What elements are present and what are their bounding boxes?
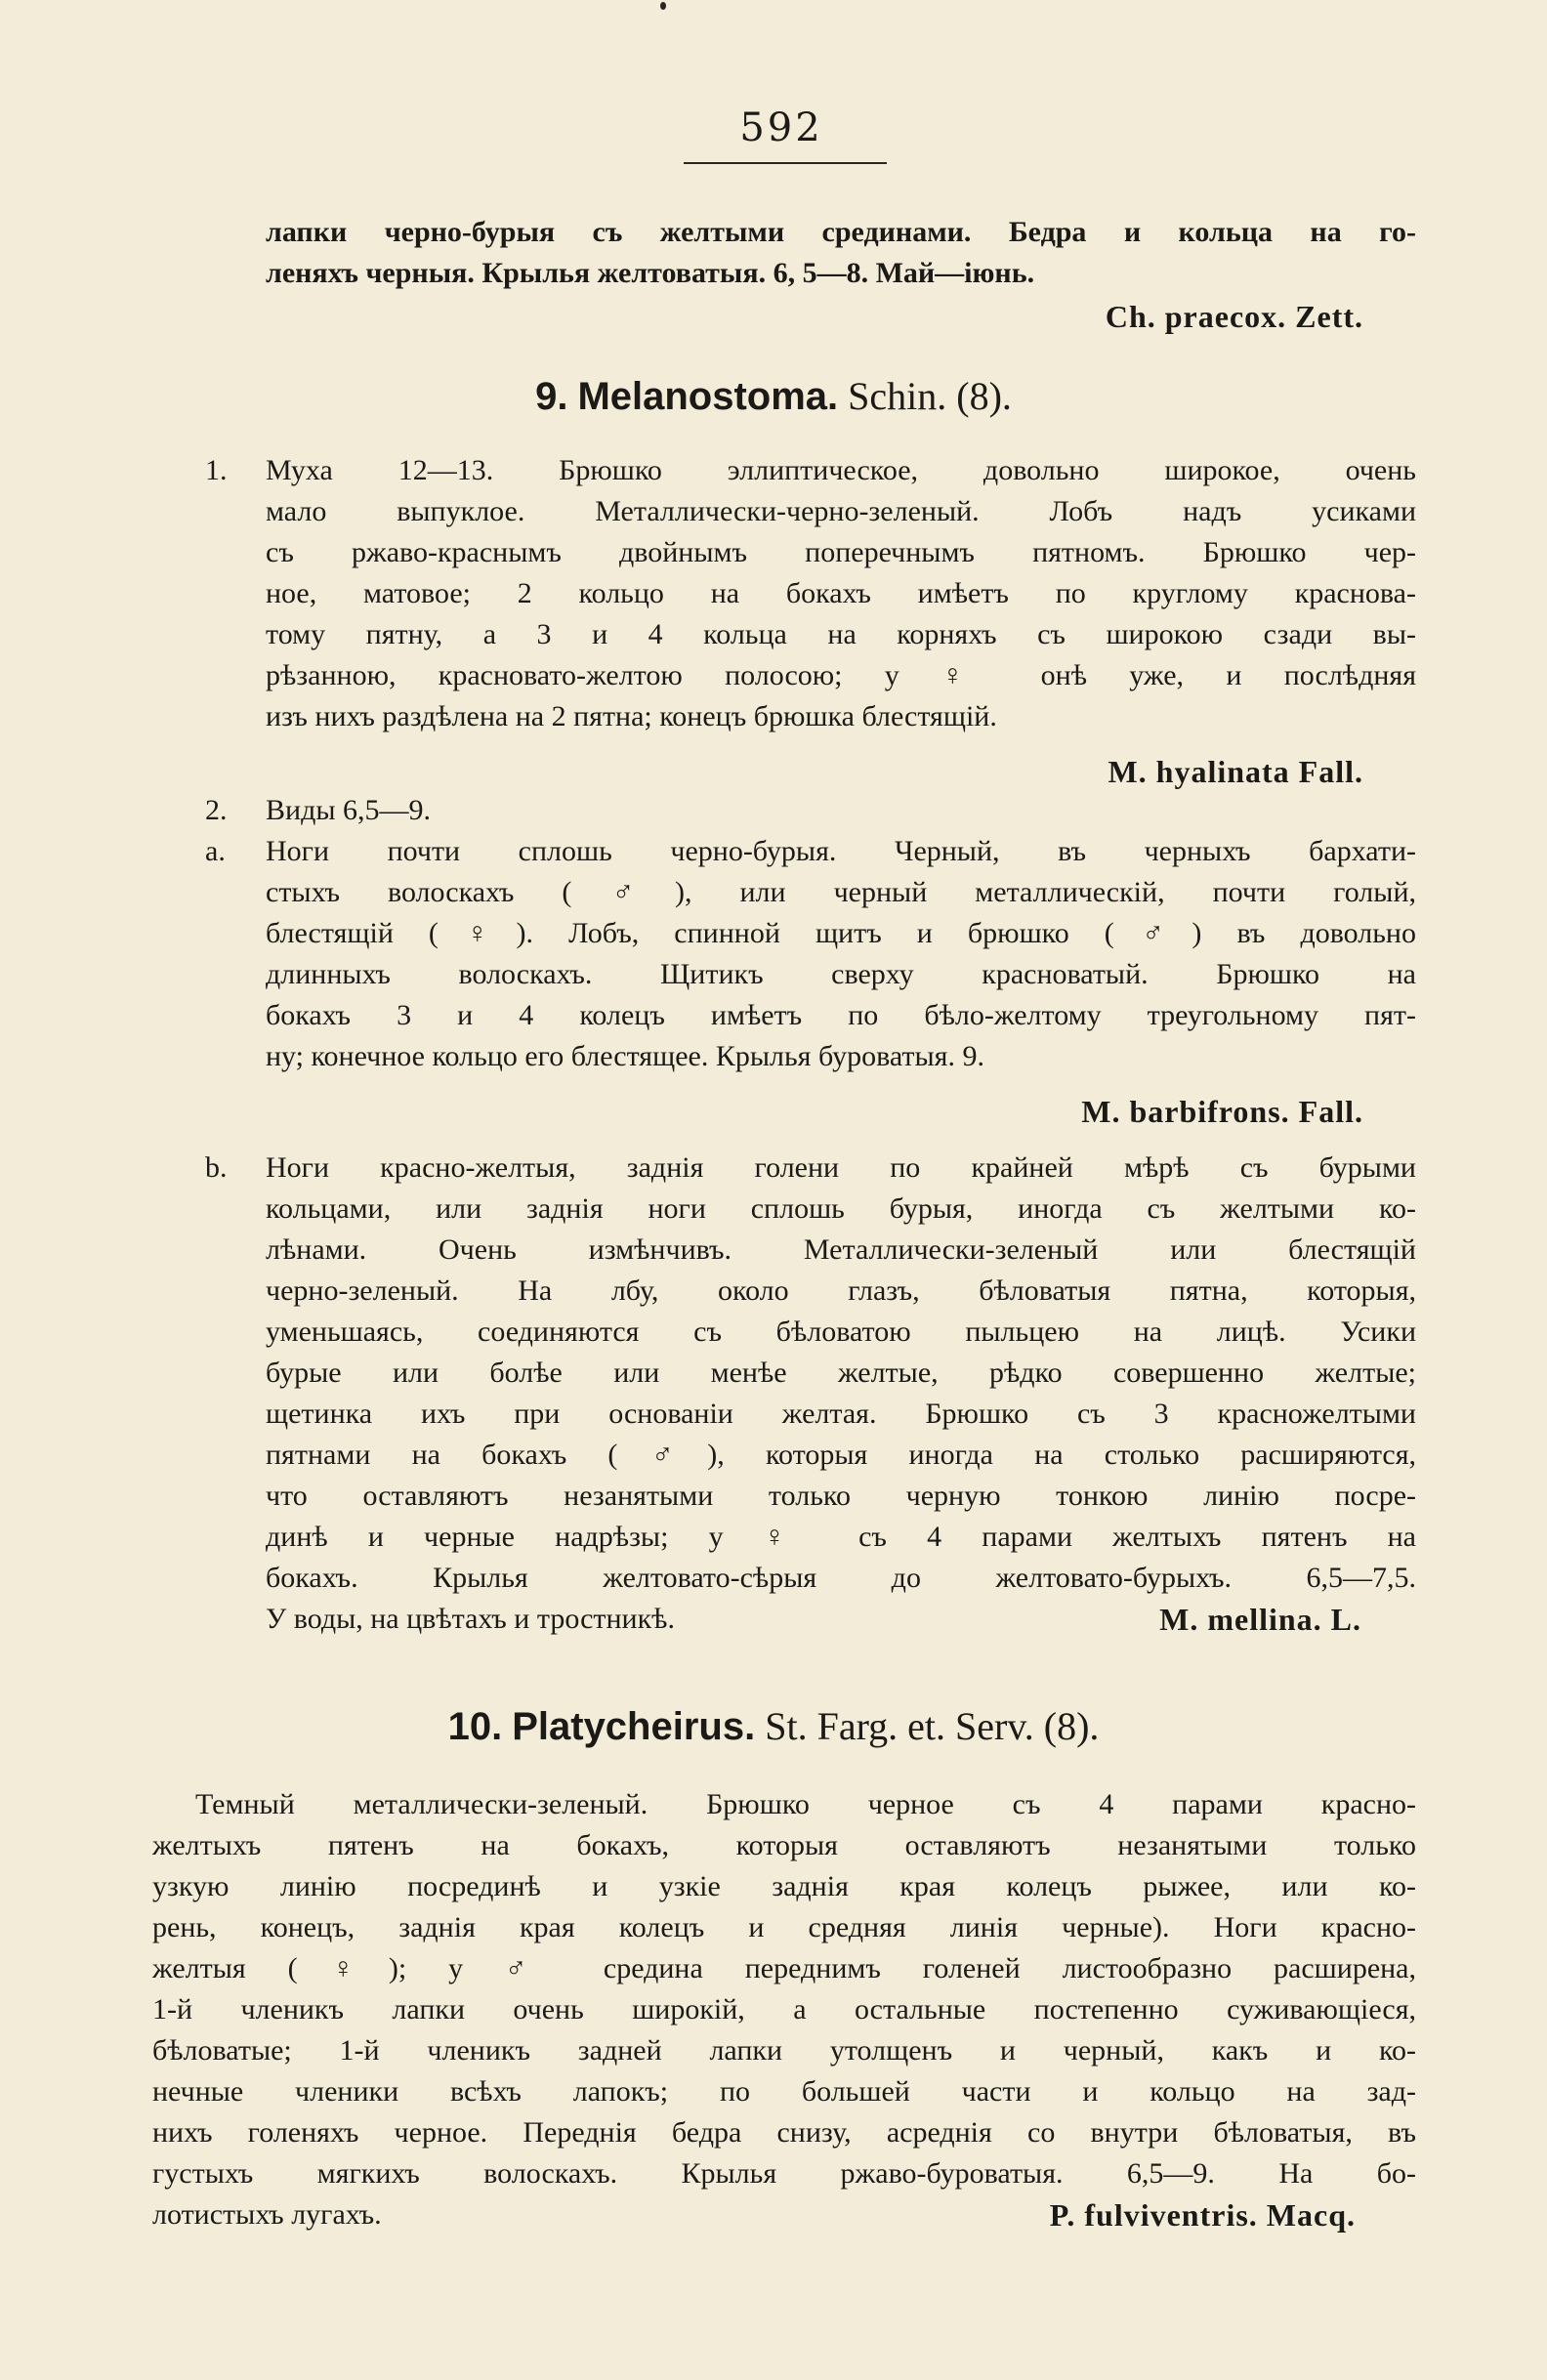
genus-heading — [0, 371, 1547, 422]
entry-line: щетинка ихъ при основаніи желтая. Брюшко съ 3 красножелтыми — [266, 1398, 1416, 1430]
entry-line: блестящій (♀). Лобъ, спинной щитъ и брюшко (♂) въ довольно — [266, 917, 1416, 949]
entry-line: желтыхъ пятенъ на бокахъ, которыя оставляютъ незанятыми только — [152, 1829, 1416, 1861]
species-name: M. hyalinata Fall. — [1108, 754, 1363, 789]
entry-line: тому пятну, а 3 и 4 кольца на корняхъ съ широкою сзади вы- — [266, 618, 1416, 650]
genus-number: 10. — [447, 1705, 503, 1748]
page-number: 592 — [739, 105, 823, 150]
entry-line: рѣзанною, красновато-желтою полосою; у ♀ онѣ уже, и послѣдняя — [266, 659, 1416, 691]
entry-line: съ ржаво-краснымъ двойнымъ поперечнымъ пятномъ. Брюшко чер- — [266, 536, 1416, 568]
entry-label: b. — [205, 1151, 228, 1184]
genus-number: 9. — [535, 375, 568, 418]
entry-line: бурые или болѣе или менѣе желтые, рѣдко совершенно желтые; — [266, 1357, 1416, 1389]
species-name: P. fulviventris. Macq. — [1049, 2197, 1356, 2233]
entry-line: бокахъ 3 и 4 колецъ имѣетъ по бѣло-желтому треугольному пят- — [266, 999, 1416, 1031]
genus-author: Schin. (8). — [848, 374, 1012, 418]
species-name: Ch. praecox. Zett. — [1105, 299, 1363, 334]
entry-line: изъ нихъ раздѣлена на 2 пятна; конецъ брюшка блестящій. — [266, 700, 997, 732]
intro-line: леняхъ черныя. Крылья желтоватыя. 6, 5—8. Май—іюнь. — [266, 257, 1035, 289]
ink-speck — [660, 2, 666, 10]
entry-line: лѣнами. Очень измѣнчивъ. Металлически-зеленый или блестящій — [266, 1233, 1416, 1266]
entry-line: стыхъ волоскахъ (♂), или черный металлическій, почти голый, — [266, 876, 1416, 908]
entry-line: нихъ голеняхъ черное. Переднія бедра снизу, асреднія со внутри бѣловатыя, въ — [152, 2116, 1416, 2149]
entry-line: длинныхъ волоскахъ. Щитикъ сверху красноватый. Брюшко на — [266, 958, 1416, 990]
entry-line: уменьшаясь, соединяются съ бѣловатою пыльцею на лицѣ. Усики — [266, 1315, 1416, 1348]
entry-line: мало выпуклое. Металлически-черно-зеленый. Лобъ надъ усиками — [266, 495, 1416, 527]
entry-line: ное, матовое; 2 кольцо на бокахъ имѣетъ по круглому краснова- — [266, 577, 1416, 609]
entry-line: лотистыхъ лугахъ. — [152, 2198, 382, 2231]
entry-line: бѣловатые; 1-й членикъ задней лапки утолщенъ и черный, какъ и ко- — [152, 2034, 1416, 2067]
entry-line: нечные членики всѣхъ лапокъ; по большей части и кольцо на зад- — [152, 2075, 1416, 2108]
entry-line: густыхъ мягкихъ волоскахъ. Крылья ржаво-буроватыя. 6,5—9. На бо- — [152, 2157, 1416, 2190]
entry-line: бокахъ. Крылья желтовато-сѣрыя до желтовато-бурыхъ. 6,5—7,5. — [266, 1562, 1416, 1594]
entry-line: Ноги красно-желтыя, заднія голени по крайней мѣрѣ съ бурыми — [266, 1151, 1416, 1184]
entry-label: a. — [205, 835, 226, 867]
entry-line: ну; конечное кольцо его блестящее. Крылья буроватыя. 9. — [266, 1040, 984, 1072]
genus-author: St. Farg. et. Serv. (8). — [765, 1704, 1100, 1748]
genus-name: Platycheirus. — [512, 1705, 756, 1748]
page-number-rule — [684, 162, 887, 164]
entry-line: узкую линію посрединѣ и узкіе заднія края колецъ рыжее, или ко- — [152, 1870, 1416, 1902]
entry-line: рень, конецъ, заднія края колецъ и средняя линія черные). Ноги красно- — [152, 1911, 1416, 1943]
entry-line: пятнами на бокахъ (♂), которыя иногда на столько расширяются, — [266, 1439, 1416, 1471]
entry-line: Ноги почти сплошь черно-бурыя. Черный, въ черныхъ бархати- — [266, 835, 1416, 867]
genus-heading — [0, 1701, 1547, 1752]
entry-line: У воды, на цвѣтахъ и тростникѣ. — [266, 1603, 675, 1635]
entry-label: 2. — [205, 794, 228, 826]
species-name: M. mellina. L. — [1159, 1602, 1361, 1637]
entry-line: 1-й членикъ лапки очень широкій, а остальные постепенно суживающіеся, — [152, 1993, 1416, 2025]
entry-line: Муха 12—13. Брюшко эллиптическое, довольно широкое, очень — [266, 454, 1416, 486]
genus-name: Melanostoma. — [577, 375, 839, 418]
entry-line: желтыя (♀); у ♂ средина переднимъ голеней листообразно расширена, — [152, 1952, 1416, 1984]
intro-line: лапки черно-бурыя съ желтыми срединами. Бедра и кольца на го- — [266, 216, 1416, 248]
entry-line: Темный металлически-зеленый. Брюшко черное съ 4 парами красно- — [195, 1788, 1416, 1820]
entry-line: Виды 6,5—9. — [266, 794, 431, 826]
entry-label: 1. — [205, 454, 228, 486]
entry-line: кольцами, или заднія ноги сплошь бурыя, иногда съ желтыми ко- — [266, 1192, 1416, 1225]
species-name: M. barbifrons. Fall. — [1081, 1094, 1363, 1129]
entry-line: черно-зеленый. На лбу, около глазъ, бѣловатыя пятна, которыя, — [266, 1274, 1416, 1307]
entry-line: динѣ и черные надрѣзы; у ♀ съ 4 парами желтыхъ пятенъ на — [266, 1521, 1416, 1553]
entry-line: что оставляютъ незанятыми только черную тонкою линію посре- — [266, 1480, 1416, 1512]
